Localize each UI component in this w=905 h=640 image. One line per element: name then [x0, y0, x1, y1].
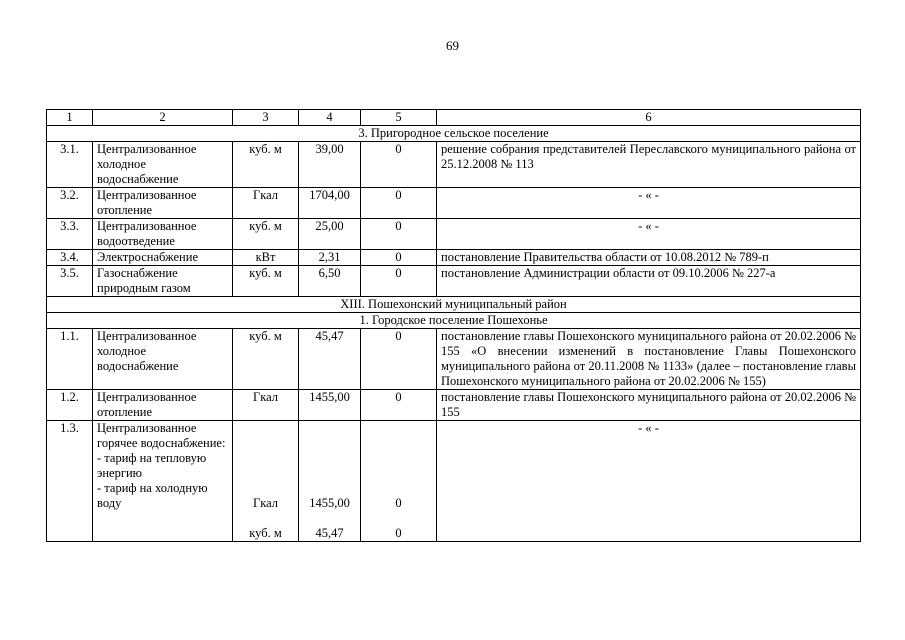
unit-water: куб. м	[249, 526, 282, 540]
extra-value-heat: 0	[395, 496, 402, 510]
table-row	[47, 266, 861, 297]
table-row	[47, 250, 861, 266]
table-body	[47, 110, 861, 542]
row-number: 3.2.	[47, 188, 93, 219]
service-name: Централизованное холодное водоснабжение	[93, 329, 233, 390]
unit: куб. м	[233, 329, 299, 390]
column-header: 6	[437, 110, 861, 126]
service-subitem-water: - тариф на холодную воду	[97, 481, 208, 510]
unit: Гкал	[233, 390, 299, 421]
extra-value: 0	[361, 142, 437, 188]
service-name: Централизованное отопление	[93, 390, 233, 421]
column-header: 2	[93, 110, 233, 126]
row-number: 3.4.	[47, 250, 93, 266]
legal-basis: - « -	[437, 188, 861, 219]
table-row	[47, 390, 861, 421]
column-header: 5	[361, 110, 437, 126]
value: 25,00	[299, 219, 361, 250]
unit: куб. м	[233, 266, 299, 297]
unit: куб. м	[233, 219, 299, 250]
district-title-row	[47, 297, 861, 313]
legal-basis: - « -	[437, 421, 861, 542]
service-name	[93, 421, 233, 542]
table-row	[47, 329, 861, 390]
value-water: 45,47	[315, 526, 344, 540]
service-name-main: Централизованное горячее водоснабжение:	[97, 421, 226, 450]
value: 45,47	[299, 329, 361, 390]
section-title-row	[47, 126, 861, 142]
unit: Гкал	[233, 188, 299, 219]
legal-basis: постановление Правительства области от 10.08.2012 № 789-п	[437, 250, 861, 266]
extra-value: 0	[361, 266, 437, 297]
extra-value: 0	[361, 329, 437, 390]
row-number: 1.2.	[47, 390, 93, 421]
unit: куб. м	[233, 142, 299, 188]
extra-value: 0	[361, 390, 437, 421]
service-name: Газоснабжение природным газом	[93, 266, 233, 297]
column-header: 3	[233, 110, 299, 126]
extra-value	[361, 421, 437, 542]
section-title-row	[47, 313, 861, 329]
extra-value-water: 0	[395, 526, 402, 540]
row-number: 3.5.	[47, 266, 93, 297]
section-title: 3. Пригородное сельское поселение	[47, 126, 861, 142]
service-name: Централизованное водоотведение	[93, 219, 233, 250]
value: 1455,00	[299, 390, 361, 421]
table-row	[47, 421, 861, 542]
unit	[233, 421, 299, 542]
legal-basis: решение собрания представителей Переславского муниципального района от 25.12.2008 № 113	[437, 142, 861, 188]
table-row	[47, 188, 861, 219]
extra-value: 0	[361, 188, 437, 219]
value: 2,31	[299, 250, 361, 266]
value: 1704,00	[299, 188, 361, 219]
column-number-row	[47, 110, 861, 126]
tariff-table	[46, 109, 861, 542]
table-row	[47, 142, 861, 188]
section-title: 1. Городское поселение Пошехонье	[47, 313, 861, 329]
legal-basis: постановление главы Пошехонского муниципального района от 20.02.2006 № 155 «О внесении изменений в постановление Главы Пошехонского муниципального района от 20.11.2008 № 1133» (далее – постановление главы Пошехонского муниципального района от 20.02.2006 № 155)	[437, 329, 861, 390]
service-subitem-heat: - тариф на тепловую энергию	[97, 451, 207, 480]
row-number: 1.1.	[47, 329, 93, 390]
legal-basis: - « -	[437, 219, 861, 250]
row-number: 1.3.	[47, 421, 93, 542]
value-heat: 1455,00	[309, 496, 350, 510]
legal-basis: постановление Администрации области от 09.10.2006 № 227-а	[437, 266, 861, 297]
legal-basis: постановление главы Пошехонского муниципального района от 20.02.2006 № 155	[437, 390, 861, 421]
district-title: XIII. Пошехонский муниципальный район	[47, 297, 861, 313]
value	[299, 421, 361, 542]
table-row	[47, 219, 861, 250]
row-number: 3.3.	[47, 219, 93, 250]
row-number: 3.1.	[47, 142, 93, 188]
value: 39,00	[299, 142, 361, 188]
extra-value: 0	[361, 250, 437, 266]
page-number: 69	[446, 38, 459, 53]
extra-value: 0	[361, 219, 437, 250]
column-header: 4	[299, 110, 361, 126]
service-name: Электроснабжение	[93, 250, 233, 266]
service-name: Централизованное отопление	[93, 188, 233, 219]
service-name: Централизованное холодное водоснабжение	[93, 142, 233, 188]
value: 6,50	[299, 266, 361, 297]
unit-heat: Гкал	[252, 496, 278, 510]
column-header: 1	[47, 110, 93, 126]
unit: кВт	[233, 250, 299, 266]
